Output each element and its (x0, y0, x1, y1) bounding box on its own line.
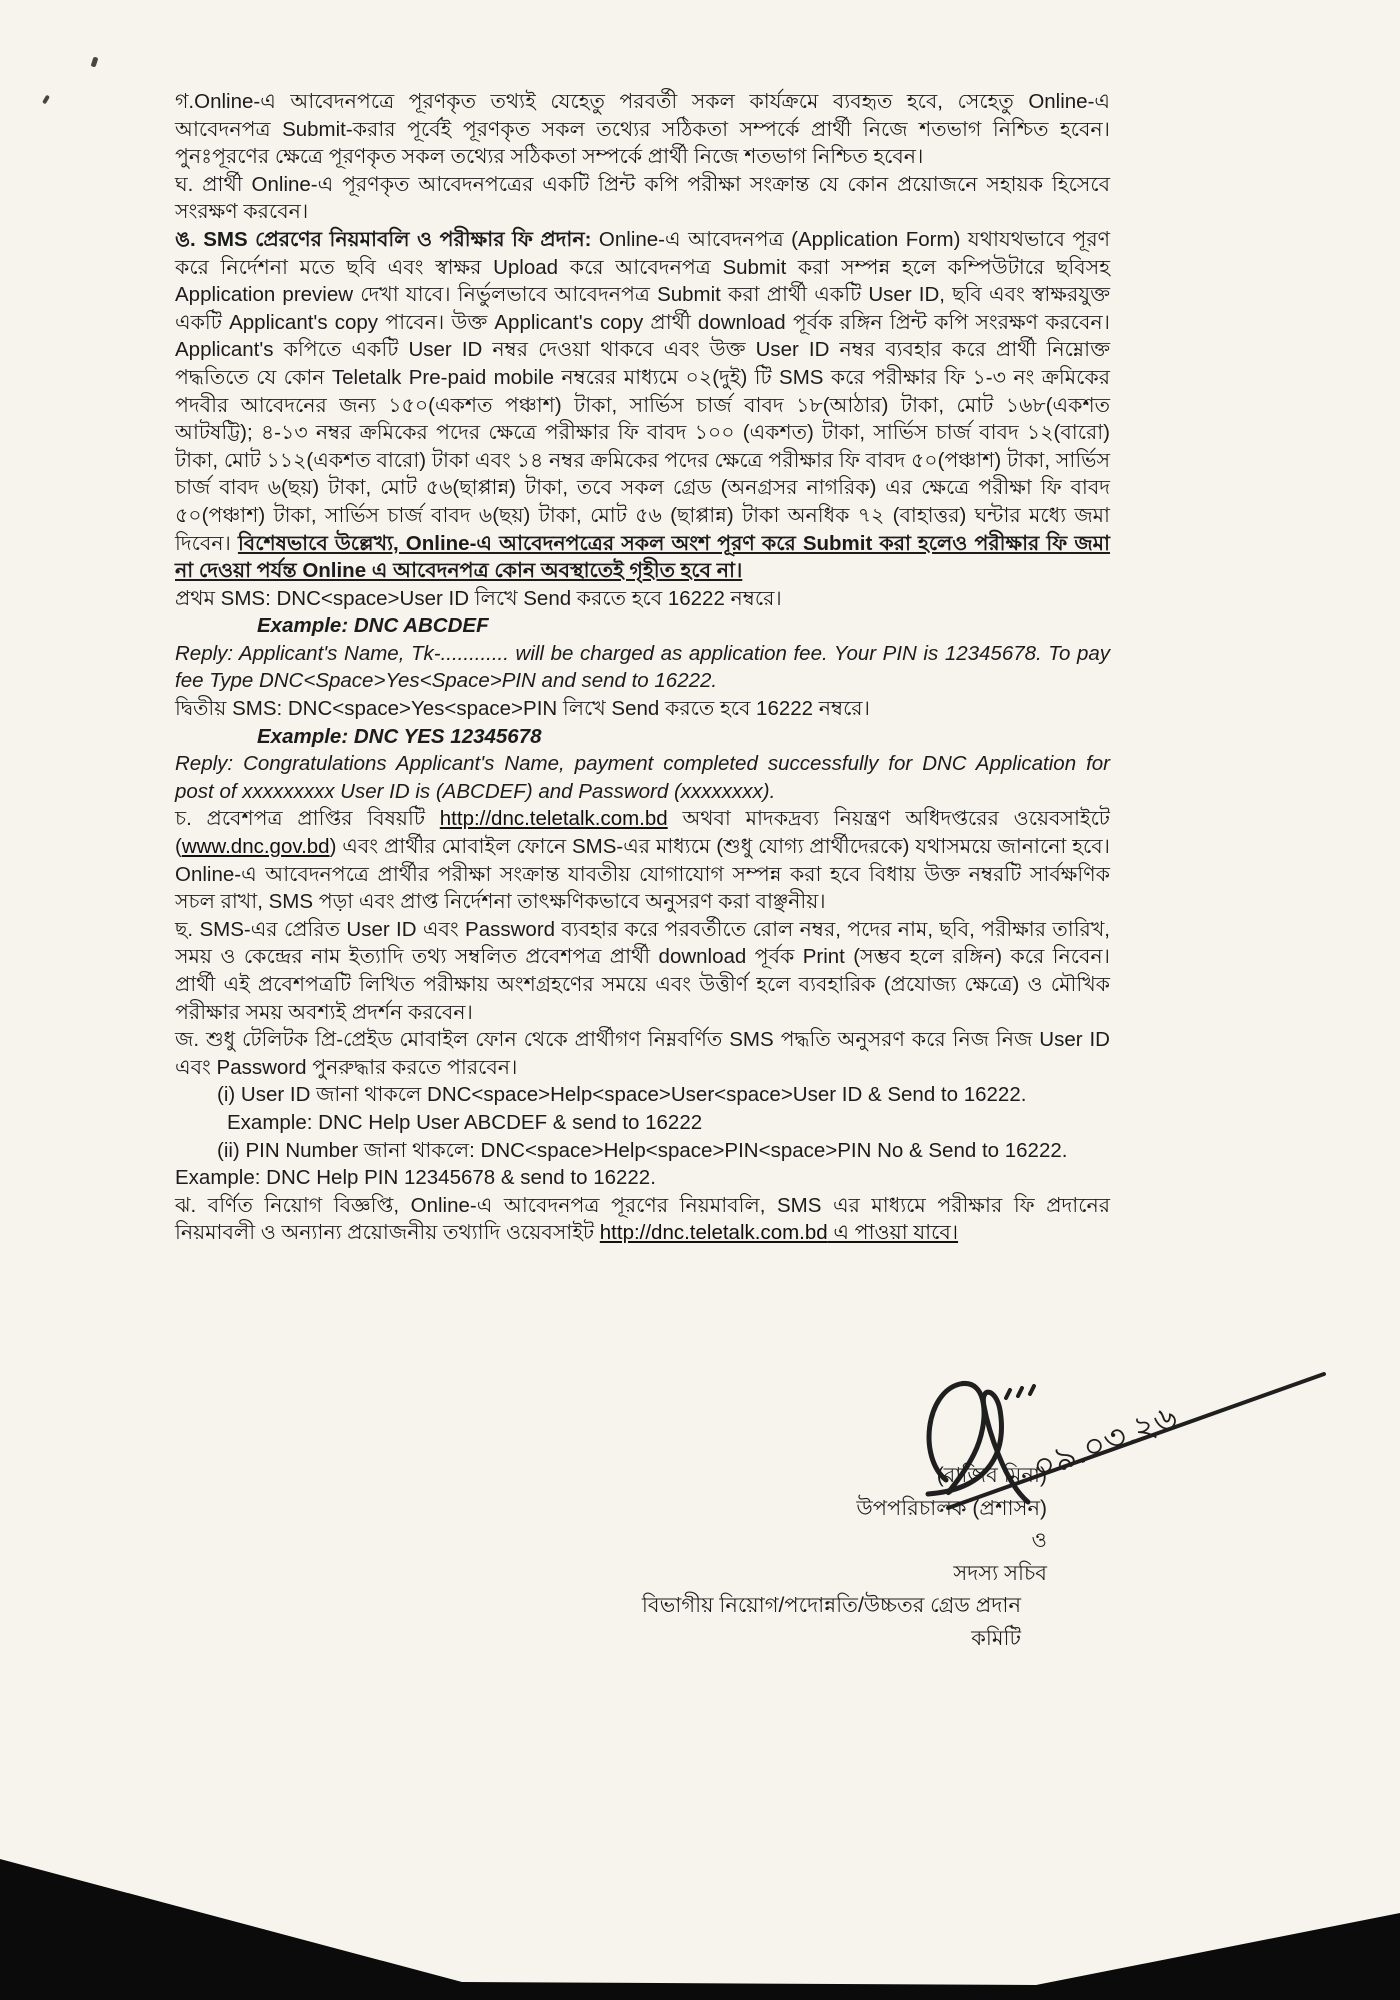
teletalk-url-link[interactable]: http://dnc.teletalk.com.bd (439, 807, 668, 831)
para-cha-seg2: অথবা মাদকদ্রব্য নিয়ন্ত্রণ অধিদপ্তরের ওয়েবসাইটে ( (175, 807, 1110, 859)
document-body (175, 88, 1110, 1247)
scan-speck (91, 56, 99, 67)
para-cha-seg1: চ. প্রবেশপত্র প্রাপ্তির বিষয়টি (175, 807, 440, 831)
example-i: Example: DNC Help User ABCDEF & send to 16222 (227, 1110, 703, 1134)
para-ja: জ. শুধু টেলিটক প্রি-প্রেইড মোবাইল ফোন থেকে প্রার্থীগণ নিম্নবর্ণিত SMS পদ্ধতি অনুসরণ করে নিজ নিজ User ID এবং Password পুনরুদ্ধার করতে পারবেন। (175, 1028, 1110, 1079)
para-uno-emphasis: বিশেষভাবে উল্লেখ্য, Online-এ আবেদনপত্রের সকল অংশ পূরণ করে Submit করা হলেও পরীক্ষার ফি জমা না দেওয়া পর্যন্ত Online এ আবেদনপত্র কোন অবস্থাতেই গৃহীত হবে না। (175, 531, 1111, 583)
reply-first: Reply: Applicant's Name, Tk-............ will be charged as application fee. Your PIN is 12345678. To pay fee Type DNC<Space>Yes<Space>PIN and send to 16222. (175, 641, 1110, 693)
para-cha-seg3: ) এবং প্রার্থীর মোবাইল ফোনে SMS-এর মাধ্যমে (শুধু যোগ্য প্রার্থীদেরকে) যথাসময়ে জানানো হবে। Online-এ আবেদনপত্রে প্রার্থীর পরীক্ষা সংক্রান্ত যাবতীয় যোগাযোগ সম্পন্ন করা হবে বিধায় উক্ত নম্বরটি সার্বক্ষণিক সচল রাখা, SMS পড়া এবং প্রাপ্ত নির্দেশনা তাৎক্ষণিকভাবে অনুসরণ করা বাঞ্ছনীয়। (175, 835, 1110, 914)
item-ii: (ii) PIN Number জানা থাকলে: DNC<space>Help<space>PIN<space>PIN No & Send to 16222. (217, 1138, 1068, 1162)
scan-edge-artifact (0, 1850, 1400, 2000)
sms-first-line: প্রথম SMS: DNC<space>User ID লিখে Send করতে হবে 16222 নম্বরে। (175, 586, 782, 610)
para-gha: ঘ. প্রার্থী Online-এ পূরণকৃত আবেদনপত্রের একটি প্রিন্ট কপি পরীক্ষা সংক্রান্ত যে কোন প্রয়োজনে সহায়ক হিসেবে সংরক্ষণ করবেন। (175, 172, 1110, 224)
signature-block (600, 1460, 1047, 1655)
example-second: Example: DNC YES 12345678 (257, 724, 542, 748)
signatory-committee: বিভাগীয় নিয়োগ/পদোন্নতি/উচ্চতর গ্রেড প্রদান কমিটি (641, 1594, 1021, 1650)
teletalk-url-link-2[interactable]: http://dnc.teletalk.com.bd (599, 1221, 828, 1245)
sms-second-line: দ্বিতীয় SMS: DNC<space>Yes<space>PIN লিখে Send করতে হবে 16222 নম্বরে। (175, 697, 870, 721)
signature-date: ০৯.০৩.২৬ (1027, 1397, 1183, 1488)
para-jha-seg1: ঝ. বর্ণিত নিয়োগ বিজ্ঞপ্তি, Online-এ আবেদনপত্র পূরণের নিয়মাবলি, SMS এর মাধ্যমে পরীক্ষার ফি প্রদানের নিয়মাবলী ও অন্যান্য প্রয়োজনীয় তথ্যাদি ওয়েবসাইট (175, 1193, 1110, 1245)
dnc-gov-url-link[interactable]: www.dnc.gov.bd (181, 835, 330, 859)
para-chha: ছ. SMS-এর প্রেরিত User ID এবং Password ব্যবহার করে পরবর্তীতে রোল নম্বর, পদের নাম, ছবি, পরীক্ষার তারিখ, সময় ও কেন্দ্রের নাম ইত্যাদি তথ্য সম্বলিত প্রবেশপত্র প্রার্থী download পূর্বক Print (সম্ভব হলে রঙ্গিন) করে নিবেন। প্রার্থী এই প্রবেশপত্রটি লিখিত পরীক্ষায় অংশগ্রহণের সময়ে এবং উত্তীর্ণ হলে ব্যবহারিক (প্রযোজ্য ক্ষেত্রে) ও মৌখিক পরীক্ষার সময় অবশ্যই প্রদর্শন করবেন। (175, 917, 1110, 1024)
para-cha (175, 805, 1110, 915)
para-ga: গ.Online-এ আবেদনপত্রে পূরণকৃত তথ্যই যেহেতু পরবর্তী সকল কার্যক্রমে ব্যবহৃত হবে, সেহেতু Online-এ আবেদনপত্র Submit-করার পূর্বেই পূরণকৃত সকল তথ্যের সঠিকতা সম্পর্কে প্রার্থী নিজে শতভাগ নিশ্চিত হবেন। পুনঃপূরণের ক্ষেত্রে পূরণকৃত সকল তথ্যের সঠিকতা সম্পর্কে প্রার্থী নিজে শতভাগ নিশ্চিত হবেন। (175, 90, 1110, 169)
para-jha-seg2: এ পাওয়া যাবে। (827, 1221, 959, 1245)
para-jha (175, 1192, 1110, 1247)
example-first: Example: DNC ABCDEF (257, 614, 489, 638)
scan-speck (42, 95, 50, 105)
para-uno-heading: ঙ. SMS প্রেরণের নিয়মাবলি ও পরীক্ষার ফি প্রদান: (175, 227, 592, 251)
reply-second: Reply: Congratulations Applicant's Name, payment completed successfully for DNC Application for post of xxxxxxxxx User ID is (ABCDEF) and Password (xxxxxxxx). (175, 752, 1110, 803)
example-ii: Example: DNC Help PIN 12345678 & send to 16222. (175, 1166, 656, 1190)
signatory-conjunction: ও (1031, 1529, 1047, 1552)
signatory-title: উপপরিচালক (প্রশাসন) (856, 1496, 1047, 1520)
signatory-role: সদস্য সচিব (953, 1561, 1047, 1585)
signatory-name: (রাজিব মিনা) (936, 1464, 1047, 1487)
item-i: (i) User ID জানা থাকলে DNC<space>Help<space>User<space>User ID & Send to 16222. (217, 1083, 1027, 1107)
para-uno-body: Online-এ আবেদনপত্র (Application Form) যথাযথভাবে পূরণ করে নির্দেশনা মতে ছবি এবং স্বাক্ষর Upload করে আবেদনপত্র Submit করা সম্পন্ন হলে কম্পিউটারে ছবিসহ Application preview দেখা যাবে। নির্ভুলভাবে আবেদনপত্র Submit করা প্রার্থী একটি User ID, ছবি এবং স্বাক্ষরযুক্ত একটি Applicant's copy পাবেন। উক্ত Applicant's copy প্রার্থী download পূর্বক রঙ্গিন প্রিন্ট কপি সংরক্ষণ করবেন। Applicant's কপিতে একটি User ID নম্বর দেওয়া থাকবে এবং উক্ত User ID নম্বর ব্যবহার করে প্রার্থী নিম্নোক্ত পদ্ধতিতে যে কোন Teletalk Pre-paid mobile নম্বরের মাধ্যমে ০২(দুই) টি SMS করে পরীক্ষার ফি ১-৩ নং ক্রমিকের পদবীর আবেদনের জন্য ১৫০(একশত পঞ্চাশ) টাকা, সার্ভিস চার্জ বাবদ ১৮(আঠার) টাকা, মোট ১৬৮(একশত আটষট্টি); ৪-১৩ নম্বর ক্রমিকের পদের ক্ষেত্রে পরীক্ষার ফি বাবদ ১০০ (একশত) টাকা, সার্ভিস চার্জ বাবদ ১২(বারো) টাকা, মোট ১১২(একশত বারো) টাকা এবং ১৪ নম্বর ক্রমিকের পদের ক্ষেত্রে পরীক্ষার ফি বাবদ ৫০(পঞ্চাশ) টাকা, সার্ভিস চার্জ বাবদ ৬(ছয়) টাকা, মোট ৫৬(ছাপ্পান্ন) টাকা, তবে সকল গ্রেড (অনগ্রসর নাগরিক) এর ক্ষেত্রে পরীক্ষা ফি বাবদ ৫০(পঞ্চাশ) টাকা, সার্ভিস চার্জ বাবদ ৬(ছয়) টাকা, মোট ৫৬ (ছাপ্পান্ন) টাকা অনধিক ৭২ (বাহাত্তর) ঘন্টার মধ্যে জমা দিবেন। (175, 227, 1110, 555)
para-uno (175, 226, 1110, 585)
